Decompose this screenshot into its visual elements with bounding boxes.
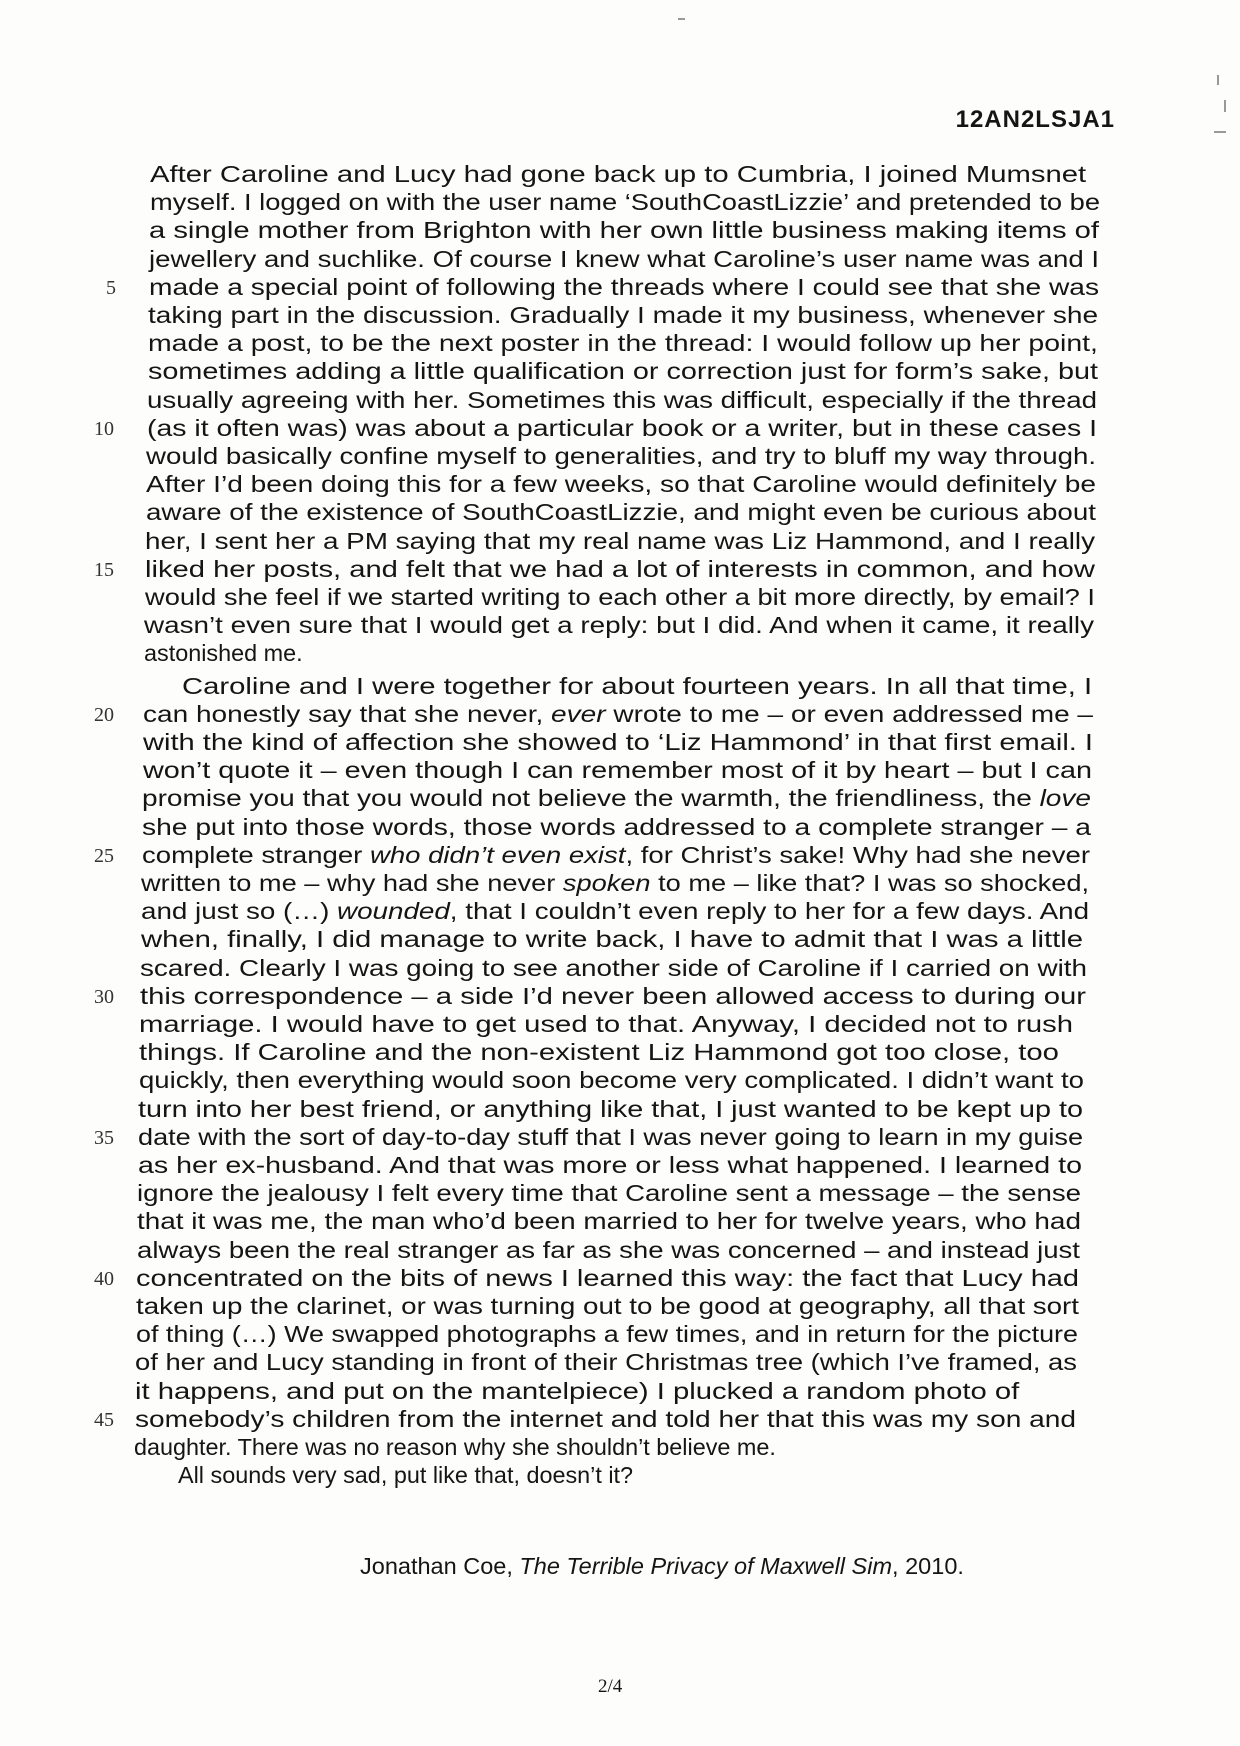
line-text: ignore the jealousy I felt every time that Caroline sent a message – the sense [137,1180,1082,1207]
margin-line-number: 25 [94,844,114,867]
line-text: liked her posts, and felt that we had a lot of interests in common, and how [145,555,1095,582]
line-text: as her ex-husband. And that was more or less what happened. I learned to [138,1152,1082,1178]
passage-line [147,414,1097,442]
passage-line [135,1377,1019,1405]
line-text: astonished me. [144,640,303,667]
passage-line [146,442,1096,470]
margin-line-number: 40 [94,1267,114,1290]
passage-line [182,672,1092,700]
passage-line [147,386,1097,414]
passage-line [148,357,1098,385]
line-text: her, I sent her a PM saying that my real name was Liz Hammond, and I really [145,527,1095,554]
passage-line [135,1405,1076,1433]
passage-line [136,1320,1078,1348]
page-number: 2/4 [598,1676,623,1697]
passage-line [145,527,1095,555]
passage-line [136,1292,1079,1320]
passage-line [142,841,1090,869]
line-emphasis: spoken [562,870,651,896]
passage-line [142,813,1091,841]
line-emphasis: wounded [337,898,450,925]
passage-line [136,1264,1079,1292]
line-text: scared. Clearly I was going to see another side of Caroline if I carried on with [140,954,1088,981]
passage-line [139,1066,1084,1094]
line-text: won’t quote it – even though I can remember most of it by heart – but I can [143,757,1092,784]
scan-mark [678,18,685,20]
scan-mark [1214,131,1226,133]
passage-line [146,498,1096,526]
passage-line [143,728,1093,756]
line-text: can honestly say that she never, [143,700,552,727]
line-text: wasn’t even sure that I would get a reply: but I did. And when it came, it really [144,612,1094,639]
margin-line-number: 5 [106,276,116,299]
line-text: somebody’s children from the internet and told her that this was my son and [135,1405,1076,1432]
document-code: 12AN2LSJA1 [955,106,1115,133]
line-text: quickly, then everything would soon become very complicated. I didn’t want to [139,1067,1084,1094]
passage-line [148,329,1098,357]
line-text: sometimes adding a little qualification or correction just for form’s sake, but [148,358,1099,385]
line-text: concentrated on the bits of news I learned this way: the fact that Lucy had [136,1264,1080,1291]
passage-line [139,1038,1059,1066]
passage-line [145,583,1095,611]
line-text: would she feel if we started writing to each other a bit more directly, by email? I [145,584,1095,610]
passage-line [149,245,1099,273]
passage-line [143,756,1092,784]
line-text: made a special point of following the threads where I could see that she was [149,273,1100,300]
line-text: All sounds very sad, put like that, doesn’t it? [178,1462,634,1489]
line-text: made a post, to be the next poster in the thread: I would follow up her point, [148,330,1098,357]
passage-line [150,160,1086,188]
line-text: After I’d been doing this for a few weeks, so that Caroline would definitely be [146,471,1096,498]
passage-line [134,1433,776,1461]
line-text: with the kind of affection she showed to ‘Liz Hammond’ in that first email. I [143,729,1094,755]
line-text: of her and Lucy standing in front of their Christmas tree (which I’ve framed, as [135,1349,1077,1376]
line-text-after: wrote to me – or even addressed me – [605,700,1094,727]
passage-line [137,1179,1081,1207]
line-text-after: , for Christ’s sake! Why had she never [625,841,1090,868]
citation-title: The Terrible Privacy of Maxwell Sim [519,1553,893,1579]
passage-line [140,982,1086,1010]
passage-line [141,897,1089,925]
passage-line [138,1123,1083,1151]
passage-line [141,925,1083,953]
line-emphasis: love [1039,785,1092,812]
passage-line [148,301,1098,329]
passage-line [139,1010,1073,1038]
line-text: written to me – why had she never [141,870,563,896]
line-text: things. If Caroline and the non-existent Liz Hammond got too close, too [139,1039,1059,1066]
citation-author: Jonathan Coe, [360,1553,520,1579]
line-text: a single mother from Brighton with her own little business making items of [149,217,1100,244]
line-text: (as it often was) was about a particular book or a writer, but in these cases I [147,414,1097,441]
line-emphasis: ever [551,700,606,727]
passage-line [137,1236,1080,1264]
line-text: taken up the clarinet, or was turning out to be good at geography, all that sort [136,1293,1079,1319]
passage-line [146,470,1096,498]
line-text: date with the sort of day-to-day stuff that I was never going to learn in my guise [138,1123,1084,1150]
margin-line-number: 10 [94,417,114,440]
passage-line [144,639,303,667]
line-text: promise you that you would not believe the warmth, the friendliness, the [142,785,1040,812]
line-text: jewellery and suchlike. Of course I knew what Caroline’s user name was and I [149,245,1100,272]
passage-line [137,1207,1081,1235]
line-text: would basically confine myself to generalities, and try to bluff my way through. [146,443,1097,469]
line-text: she put into those words, those words addressed to a complete stranger – a [142,813,1092,840]
margin-line-number: 45 [94,1408,114,1431]
line-text-after: , that I couldn’t even reply to her for a few days. And [449,898,1090,925]
line-text: turn into her best friend, or anything like that, I just wanted to be kept up to [138,1095,1083,1122]
passage-line [138,1151,1082,1179]
line-text: complete stranger [142,841,370,868]
line-emphasis: who didn’t even exist [369,841,626,868]
passage-line [149,273,1099,301]
line-text: always been the real stranger as far as she was concerned – and instead just [137,1236,1080,1263]
line-text: usually agreeing with her. Sometimes this was difficult, especially if the thread [147,386,1098,413]
passage-line [178,1461,633,1489]
line-text: it happens, and put on the mantelpiece) I plucked a random photo of [135,1377,1020,1404]
line-text: this correspondence – a side I’d never been allowed access to during our [140,982,1086,1009]
line-text: that it was me, the man who’d been married to her for twelve years, who had [137,1208,1081,1235]
passage-line [150,188,1100,216]
line-text: of thing (…) We swapped photographs a few times, and in return for the picture [136,1321,1078,1348]
line-text: Caroline and I were together for about fourteen years. In all that time, I [182,672,1093,699]
margin-line-number: 20 [94,703,114,726]
passage-line [142,784,1091,812]
line-text: taking part in the discussion. Gradually I made it my business, whenever she [148,302,1099,328]
passage-line [144,611,1094,639]
citation-year: , 2010. [892,1553,964,1579]
passage-line [138,1095,1083,1123]
line-text: myself. I logged on with the user name ‘SouthCoastLizzie’ and pretended to be [150,189,1101,216]
margin-line-number: 35 [94,1126,114,1149]
passage-line [141,869,1089,897]
passage-line [140,954,1087,982]
line-text: and just so (…) [141,898,338,925]
passage-line [143,700,1093,728]
passage-line [135,1348,1077,1376]
line-text-after: to me – like that? I was so shocked, [650,870,1090,896]
passage-line [145,555,1095,583]
line-text: marriage. I would have to get used to that. Anyway, I decided not to rush [139,1011,1074,1037]
line-text: aware of the existence of SouthCoastLizzie, and might even be curious about [146,499,1096,526]
scan-mark [1224,100,1226,112]
passage-line [149,216,1099,244]
margin-line-number: 15 [94,558,114,581]
line-text: After Caroline and Lucy had gone back up to Cumbria, I joined Mumsnet [150,161,1087,187]
margin-line-number: 30 [94,985,114,1008]
line-text: when, finally, I did manage to write back, I have to admit that I was a little [141,926,1084,953]
line-text: daughter. There was no reason why she shouldn’t believe me. [134,1434,776,1460]
scan-mark [1217,75,1219,85]
citation [360,1553,964,1580]
